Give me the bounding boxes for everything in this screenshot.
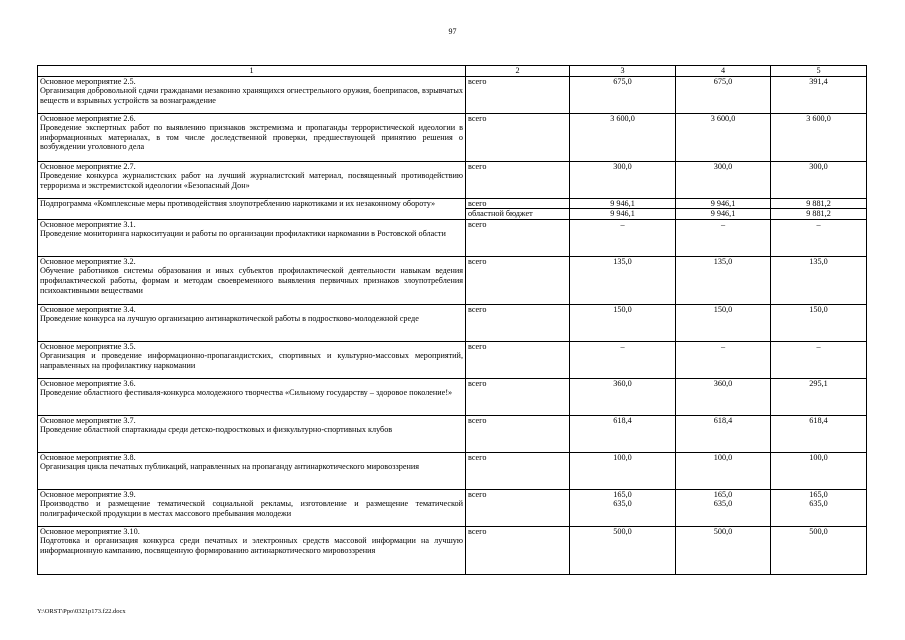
row-name-cell — [38, 304, 466, 341]
table-row — [38, 415, 867, 452]
row-value-col3 — [570, 113, 676, 161]
row-name-cell-text: Подпрограмма «Комплексные меры противодействия злоупотреблению наркотиками и их незаконному обороту» — [40, 198, 436, 208]
row-value-col5-text: 150,0 — [809, 304, 828, 314]
row-source-cell-text: всего — [468, 256, 487, 266]
table-row — [38, 113, 867, 161]
row-name-cell-text: Основное мероприятие 3.1. Проведение мониторинга наркоситуации и работы по организации профилактики наркомании в Ростовской области — [40, 219, 446, 239]
row-value-col3-text: 9 946,1 — [610, 209, 635, 219]
row-value-col4 — [676, 378, 771, 415]
row-value-col3-text: 500,0 — [613, 526, 632, 536]
table-row — [38, 219, 867, 256]
table-header-row — [38, 66, 867, 77]
row-source-cell-text: всего — [468, 526, 487, 536]
row-value-col5-text: 391,4 — [809, 76, 828, 86]
row-value-col3 — [570, 219, 676, 256]
row-source-cell — [466, 526, 570, 574]
row-source-cell-text: всего — [468, 452, 487, 462]
page-number: 97 — [448, 27, 457, 36]
row-value-col4-text: 618,4 — [713, 415, 733, 425]
row-source-cell-text: всего — [468, 198, 487, 208]
row-name-cell-text: Основное мероприятие 3.6. Проведение областного фестиваля-конкурса молодежного творчества «Сильному государству – здоровое поколение!» — [40, 378, 453, 398]
row-value-col5-text: 300,0 — [809, 161, 828, 171]
row-value-col4-text: – — [720, 341, 726, 351]
row-value-col5-text: 500,0 — [809, 526, 828, 536]
row-value-col3-text: 9 946,1 — [610, 198, 635, 208]
row-name-cell-text: Основное мероприятие 2.5. Организация добровольной сдачи гражданами незаконно хранящихся огнестрельного оружия, боеприпасов, взрывчатых веществ и взрывных устройств за вознаграждение — [40, 76, 463, 105]
row-value-col4 — [676, 209, 771, 220]
row-value-col5-text: – — [816, 341, 821, 351]
row-value-col3 — [570, 489, 676, 526]
row-value-col3-text: 165,0 635,0 — [613, 489, 632, 509]
table-row — [38, 341, 867, 378]
row-name-cell-text: Основное мероприятие 2.7. Проведение конкурса журналистских работ на лучший журналистский материал, посвященный противодействию терроризма и экстремистской идеологии «Безопасный Дон» — [40, 161, 463, 190]
row-value-col5 — [771, 526, 867, 574]
row-value-col3 — [570, 452, 676, 489]
row-value-col4-text: 135,0 — [713, 256, 733, 266]
row-value-col3 — [570, 526, 676, 574]
row-source-cell — [466, 198, 570, 209]
row-value-col3-text: 360,0 — [613, 378, 632, 388]
table-row — [38, 76, 867, 113]
row-value-col4 — [676, 219, 771, 256]
row-name-cell-text: Основное мероприятие 3.4. Проведение конкурса на лучшую организацию антинаркотической работы в подростково-молодежной среде — [40, 304, 419, 324]
row-value-col4-text: 500,0 — [713, 526, 733, 536]
row-value-col5 — [771, 378, 867, 415]
row-value-col5 — [771, 113, 867, 161]
row-source-cell — [466, 76, 570, 113]
row-name-cell — [38, 219, 466, 256]
row-value-col5-text: 295,1 — [809, 378, 828, 388]
row-value-col3-text: 135,0 — [613, 256, 632, 266]
row-value-col3-text: 675,0 — [613, 76, 632, 86]
table-row — [38, 256, 867, 304]
row-value-col3 — [570, 76, 676, 113]
row-value-col3 — [570, 378, 676, 415]
row-source-cell — [466, 304, 570, 341]
row-name-cell-text: Основное мероприятие 2.6. Проведение экспертных работ по выявлению признаков экстремизма и пропаганды террористической идеологии в информационных материалах, в том числе доследственной проверки, предшествующей принятию решения о возбуждении уголовного дела — [40, 113, 463, 152]
row-value-col4 — [676, 304, 771, 341]
row-value-col3-text: 300,0 — [613, 161, 632, 171]
row-value-col4-text: 9 946,1 — [710, 209, 736, 219]
row-source-cell-text: всего — [468, 219, 487, 229]
row-value-col3 — [570, 256, 676, 304]
header-col-1: 1 — [38, 66, 466, 77]
row-source-cell — [466, 341, 570, 378]
row-value-col5 — [771, 489, 867, 526]
row-value-col4-text: 675,0 — [713, 76, 733, 86]
row-value-col5 — [771, 452, 867, 489]
row-value-col5 — [771, 209, 867, 220]
row-source-cell — [466, 219, 570, 256]
row-value-col4-text: 165,0 635,0 — [713, 489, 733, 509]
row-name-cell — [38, 113, 466, 161]
row-value-col5-text: 135,0 — [809, 256, 828, 266]
row-value-col5 — [771, 76, 867, 113]
row-name-cell-text: Основное мероприятие 3.5. Организация и проведение информационно-пропагандистских, спортивных и культурно-массовых мероприятий, направленных на профилактику наркомании — [40, 341, 463, 370]
row-value-col4 — [676, 452, 771, 489]
table-row — [38, 198, 867, 209]
row-value-col5 — [771, 161, 867, 198]
row-value-col4-text: 150,0 — [713, 304, 733, 314]
row-name-cell — [38, 378, 466, 415]
row-value-col3-text: – — [620, 219, 625, 229]
row-value-col4-text: 360,0 — [713, 378, 733, 388]
row-value-col5 — [771, 341, 867, 378]
row-value-col4 — [676, 341, 771, 378]
row-source-cell-text: всего — [468, 304, 487, 314]
row-value-col3-text: 3 600,0 — [610, 113, 635, 123]
header-col-5: 5 — [771, 66, 867, 77]
row-source-cell-text: всего — [468, 76, 487, 86]
row-value-col5-text: 9 881,2 — [806, 198, 831, 208]
row-name-cell-text: Основное мероприятие 3.10. Подготовка и организация конкурса среди печатных и электронных средств массовой информации на лучшую информационную кампанию, посвященную формированию антинаркотического мировоззрения — [40, 526, 463, 555]
row-source-cell — [466, 489, 570, 526]
row-source-cell — [466, 256, 570, 304]
row-value-col4 — [676, 415, 771, 452]
row-source-cell-text: всего — [468, 161, 487, 171]
row-value-col5-text: 3 600,0 — [806, 113, 831, 123]
table-row — [38, 526, 867, 574]
row-value-col3 — [570, 198, 676, 209]
row-value-col4 — [676, 256, 771, 304]
row-value-col4-text: 3 600,0 — [710, 113, 736, 123]
row-value-col5-text: 100,0 — [809, 452, 828, 462]
header-col-4: 4 — [676, 66, 771, 77]
row-source-cell — [466, 452, 570, 489]
row-source-cell-text: всего — [468, 341, 487, 351]
budget-table — [37, 65, 867, 575]
row-value-col4 — [676, 198, 771, 209]
header-col-2: 2 — [466, 66, 570, 77]
row-value-col3 — [570, 209, 676, 220]
row-value-col3-text: – — [620, 341, 625, 351]
row-value-col4-text: 9 946,1 — [710, 198, 736, 208]
table-row — [38, 489, 867, 526]
row-value-col3-text: 100,0 — [613, 452, 632, 462]
table-row — [38, 452, 867, 489]
row-name-cell-text: Основное мероприятие 3.8. Организация цикла печатных публикаций, направленных на пропаганду антинаркотического мировоззрения — [40, 452, 420, 472]
table-row — [38, 304, 867, 341]
row-value-col4-text: 100,0 — [713, 452, 733, 462]
row-name-cell-text: Основное мероприятие 3.2. Обучение работников системы образования и иных субъектов профилактической деятельности навыкам ведения профилактической работы, формам и методам своевременного выявления первичных признаков злоупотребления психоактивными веществами — [40, 256, 463, 295]
row-value-col4 — [676, 489, 771, 526]
row-source-cell-text: всего — [468, 489, 487, 499]
row-value-col5 — [771, 415, 867, 452]
table-row — [38, 161, 867, 198]
row-value-col4-text: – — [720, 219, 726, 229]
row-name-cell — [38, 256, 466, 304]
row-value-col5 — [771, 256, 867, 304]
row-value-col5 — [771, 304, 867, 341]
header-col-3: 3 — [570, 66, 676, 77]
row-source-cell — [466, 415, 570, 452]
row-value-col4 — [676, 161, 771, 198]
row-source-cell-text: всего — [468, 415, 487, 425]
row-name-cell — [38, 526, 466, 574]
row-name-cell — [38, 489, 466, 526]
row-value-col4 — [676, 113, 771, 161]
row-name-cell — [38, 198, 466, 219]
row-value-col5 — [771, 219, 867, 256]
row-name-cell — [38, 76, 466, 113]
row-value-col5-text: 618,4 — [809, 415, 828, 425]
row-source-cell — [466, 161, 570, 198]
row-name-cell — [38, 341, 466, 378]
row-value-col5-text: 165,0 635,0 — [809, 489, 828, 509]
row-name-cell-text: Основное мероприятие 3.7. Проведение областной спартакиады среди детско-подростковых и физкультурно-спортивных клубов — [40, 415, 393, 435]
row-source-cell-text: всего — [468, 378, 487, 388]
row-value-col3 — [570, 304, 676, 341]
row-value-col5 — [771, 198, 867, 209]
row-value-col5-text: – — [816, 219, 821, 229]
row-value-col3-text: 618,4 — [613, 415, 632, 425]
row-value-col4 — [676, 76, 771, 113]
row-source-cell-text: всего — [468, 113, 487, 123]
row-source-cell — [466, 113, 570, 161]
row-name-cell — [38, 161, 466, 198]
row-value-col4-text: 300,0 — [713, 161, 733, 171]
row-value-col3 — [570, 161, 676, 198]
row-name-cell — [38, 415, 466, 452]
row-source-cell — [466, 209, 570, 220]
row-value-col4 — [676, 526, 771, 574]
table-row — [38, 378, 867, 415]
row-value-col3 — [570, 415, 676, 452]
row-name-cell-text: Основное мероприятие 3.9. Производство и размещение тематической социальной рекламы, изготовление и размещение тематической полиграфической продукции в местах массового пребывания молодежи — [40, 489, 463, 518]
row-value-col5-text: 9 881,2 — [806, 209, 831, 219]
footer-file-path: Y:\ORST\Ppo\0321p173.f22.docx — [37, 608, 126, 615]
row-name-cell — [38, 452, 466, 489]
row-value-col3 — [570, 341, 676, 378]
row-value-col3-text: 150,0 — [613, 304, 632, 314]
row-source-cell — [466, 378, 570, 415]
row-source-cell-text: областной бюджет — [468, 209, 533, 219]
